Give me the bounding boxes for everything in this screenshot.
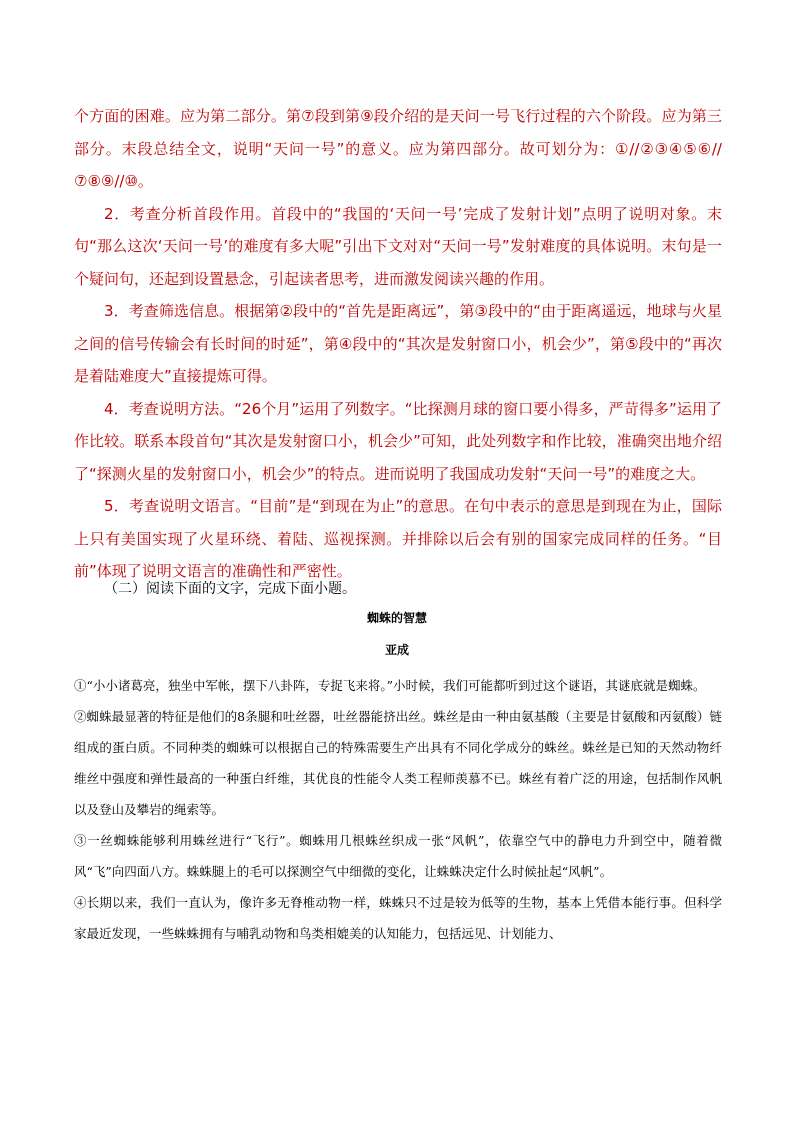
article-title: 蜘蛛的智慧 xyxy=(366,611,427,625)
answer-item-2: 2．考查分析首段作用。首段中的“我国的‘天问一号’完成了发射计划”点明了说明对象。末句“那么这次‘天问一号’的难度有多大呢”引出下文对对“天问一号”发射难度的具体说明。末句是一个疑问句，还起到设置悬念，引起读者思考，进而激发阅读兴趣的作用。 xyxy=(74,204,722,288)
answer-analysis xyxy=(74,100,722,588)
article-author: 亚成 xyxy=(384,643,409,657)
question-instruction: （二）阅读下面的文字，完成下面小题。 xyxy=(104,581,356,597)
article-paragraph-4: ④长期以来，我们一直认为，像许多无脊椎动物一样，蛛蛛只不过是较为低等的生物，基本上凭借本能行事。但科学家最近发现，一些蛛蛛拥有与哺乳动物和鸟类相媲美的认知能力，包括远见、计划能力、 xyxy=(74,895,722,941)
answer-item-1-continuation: 个方面的困难。应为第二部分。第⑦段到第⑨段介绍的是天问一号飞行过程的六个阶段。应为第三部分。末段总结全文，说明“天问一号”的意义。应为第四部分。故可划分为：①//②③④⑤⑥//⑦⑧⑨//⑩。 xyxy=(74,107,722,190)
answer-item-5: 5．考查说明文语言。“目前”是“到现在为止”的意思。在句中表示的意思是到现在为止，国际上只有美国实现了火星环绕、着陆、巡视探测。并排除以后会有别的国家完成同样的任务。“目前”体现了说明文语言的准确性和严密性。 xyxy=(74,497,722,580)
answer-item-4: 4．考查说明方法。“26个月”运用了列数字。“比探测月球的窗口要小得多，严苛得多”运用了作比较。联系本段首句“其次是发射窗口小，机会少”可知，此处列数字和作比较，准确突出地介绍了“探测火星的发射窗口小，机会少”的特点。进而说明了我国成功发射“天问一号”的难度之大。 xyxy=(74,399,722,483)
article-paragraph-2: ②蜘蛛最显著的特征是他们的8条腿和吐丝器，吐丝器能挤出丝。蛛丝是由一种由氨基酸（主要是甘氨酸和丙氨酸）链组成的蛋白质。不同种类的蜘蛛可以根据自己的特殊需要生产出具有不同化学成分的蛛丝。蛛丝是已知的天然动物纤维丝中强度和弹性最高的一种蛋白纤维，其优良的性能令人类工程师羡慕不已。蛛丝有着广泛的用途，包括制作风帆以及登山及攀岩的绳索等。 xyxy=(74,709,722,817)
article-paragraph-1: ①“小小诸葛亮，独坐中军帐，摆下八卦阵，专捉飞来将。”小时候，我们可能都听到过这个谜语，其谜底就是蜘蛛。 xyxy=(74,678,706,693)
article-paragraph-3: ③一丝蜘蛛能够利用蛛丝进行“飞行”。蜘蛛用几根蛛丝织成一张“风帆”，依靠空气中的静电力升到空中，随着微风“飞”向四面八方。蛛蛛腿上的毛可以探测空气中细微的变化，让蛛蛛决定什么时候扯起“风帆”。 xyxy=(74,833,722,879)
answer-item-3: 3．考查筛选信息。根据第②段中的“首先是距离远”，第③段中的“由于距离遥远，地球与火星之间的信号传输会有长时间的时延”，第④段中的“其次是发射窗口小，机会少”，第⑤段中的“再次是着陆难度大”直接提炼可得。 xyxy=(74,302,722,385)
article-body xyxy=(74,670,722,949)
